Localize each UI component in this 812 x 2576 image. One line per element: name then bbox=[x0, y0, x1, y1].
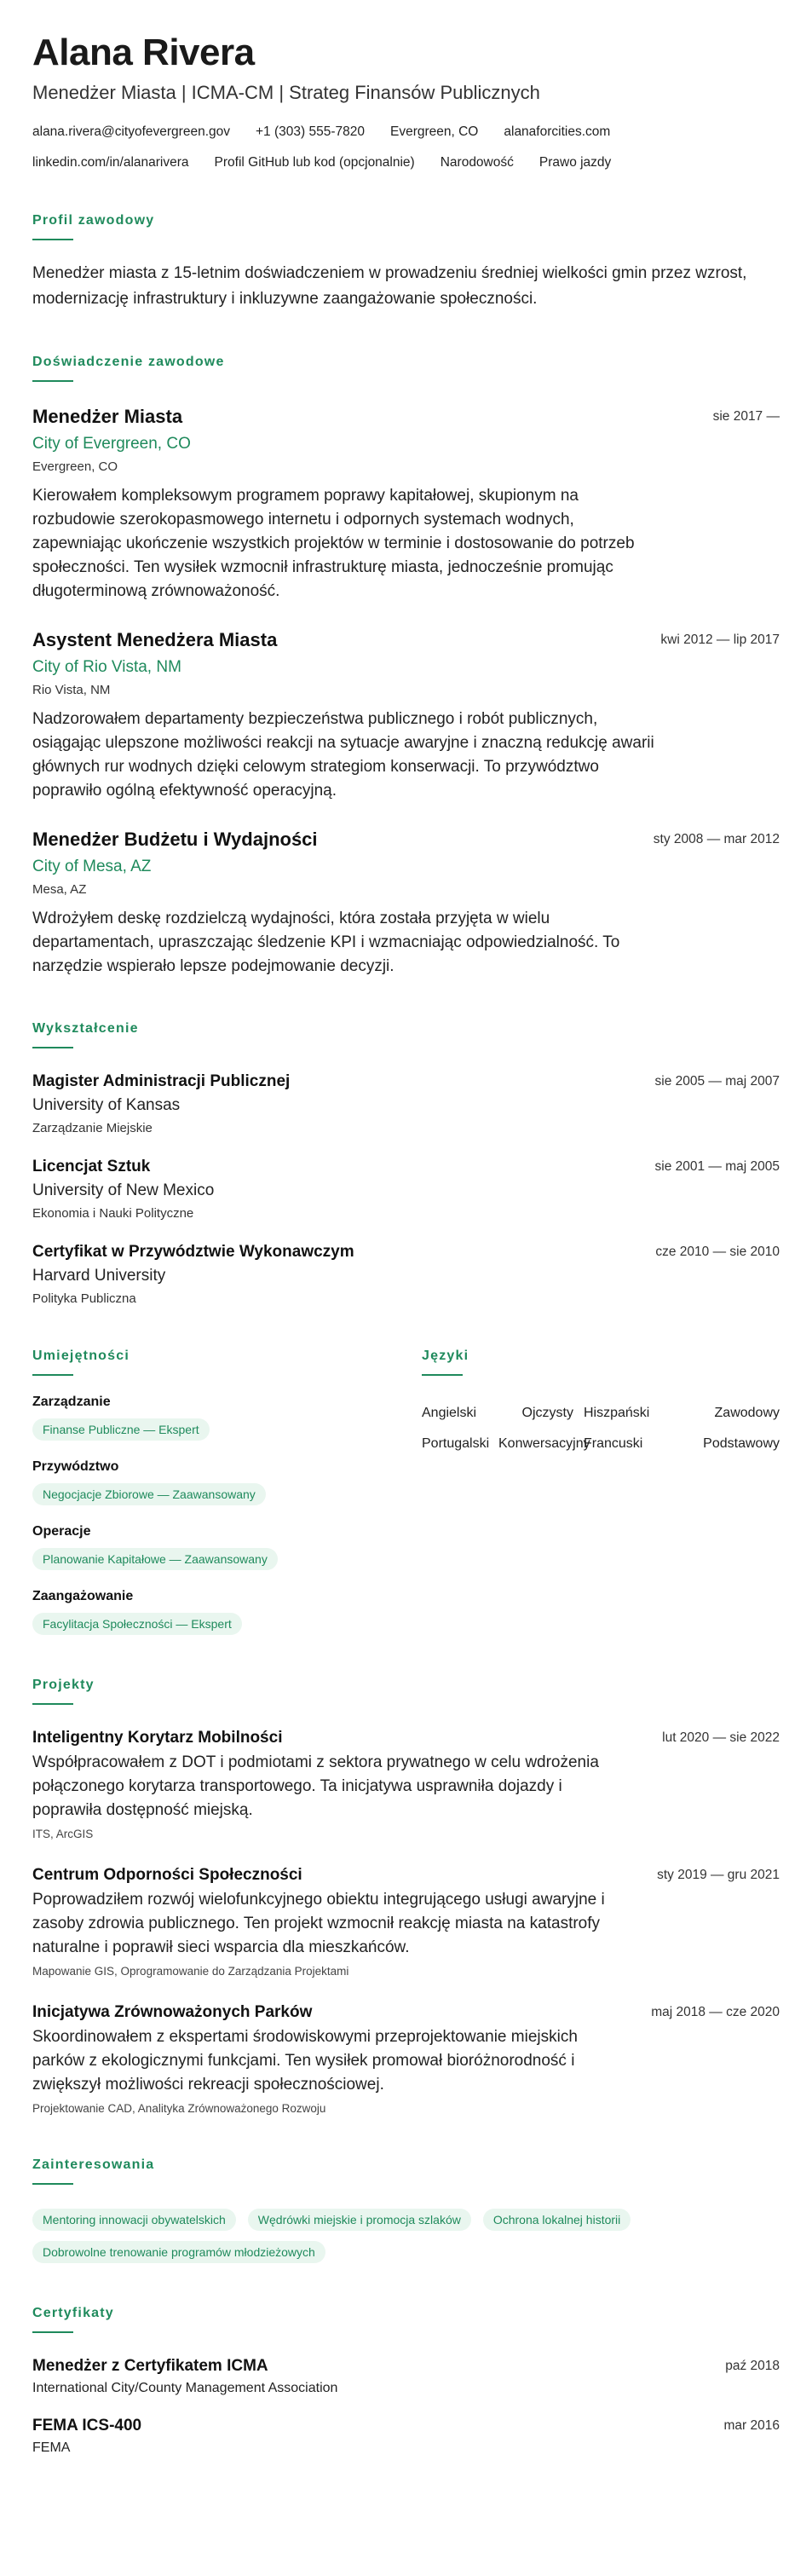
project-entry bbox=[32, 1729, 780, 1840]
interest-list bbox=[32, 2209, 765, 2263]
job-dates: sie 2017 — bbox=[712, 409, 780, 425]
section-title: Umiejętności bbox=[32, 1349, 130, 1364]
job-title: Menedżer Miasta bbox=[32, 406, 183, 428]
section-divider bbox=[422, 1374, 463, 1376]
contact-github[interactable]: Profil GitHub lub kod (opcjonalnie) bbox=[214, 155, 415, 170]
languages-table bbox=[422, 1398, 780, 1459]
skill-chip: Finanse Publiczne — Ekspert bbox=[32, 1418, 210, 1441]
job-title: Asystent Menedżera Miasta bbox=[32, 629, 278, 651]
certifications-section bbox=[32, 2306, 780, 2456]
project-name: Centrum Odporności Społeczności bbox=[32, 1866, 302, 1885]
experience-entry bbox=[32, 629, 780, 803]
language-name: Francuski bbox=[584, 1436, 643, 1452]
contact-website[interactable]: alanaforcities.com bbox=[504, 124, 611, 140]
education-entry bbox=[32, 1072, 780, 1135]
section-title: Zainteresowania bbox=[32, 2157, 155, 2173]
project-name: Inteligentny Korytarz Mobilności bbox=[32, 1729, 283, 1747]
section-divider bbox=[32, 2183, 73, 2185]
language-level: Konwersacyjny bbox=[498, 1436, 590, 1452]
contact-location: Evergreen, CO bbox=[389, 124, 479, 140]
interest-chip: Dobrowolne trenowanie programów młodzieżowych bbox=[32, 2241, 325, 2263]
education-dates: sie 2001 — maj 2005 bbox=[654, 1159, 780, 1175]
employer-name: City of Mesa, AZ bbox=[32, 858, 152, 876]
skill-category: Operacje bbox=[32, 1524, 91, 1539]
education-entry bbox=[32, 1158, 780, 1221]
project-entry bbox=[32, 2003, 780, 2115]
project-dates: maj 2018 — cze 2020 bbox=[651, 2005, 780, 2020]
job-dates: sty 2008 — mar 2012 bbox=[653, 832, 780, 847]
language-level: Podstawowy bbox=[703, 1436, 780, 1452]
language-level: Ojczysty bbox=[521, 1406, 573, 1421]
certification-name: FEMA ICS-400 bbox=[32, 2417, 142, 2435]
job-location: Mesa, AZ bbox=[32, 882, 87, 898]
skill-chip: Negocjacje Zbiorowe — Zaawansowany bbox=[32, 1483, 266, 1505]
interests-section bbox=[32, 2157, 780, 2263]
certification-entry bbox=[32, 2417, 780, 2456]
field-of-study: Zarządzanie Miejskie bbox=[32, 1121, 153, 1136]
resume-header bbox=[32, 32, 780, 170]
job-description: Kierowałem kompleksowym programem poprawy kapitałowej, skupionym na rozbudowie szerokopasmowego internetu i odpornych systemach wodnych, zapewniając ukończenie wszystkich projektów w terminie i dostosowanie do potrzeb społeczności. Ten wysiłek wzmocnił infrastrukturę miasta, jednocześnie promując długoterminową zrównoważoność. bbox=[32, 487, 635, 601]
certification-date: paź 2018 bbox=[725, 2359, 780, 2374]
language-level: Zawodowy bbox=[714, 1406, 780, 1421]
skill-group bbox=[32, 1459, 422, 1505]
language-row bbox=[422, 1429, 780, 1459]
field-of-study: Ekonomia i Nauki Polityczne bbox=[32, 1206, 194, 1222]
skills-languages-row bbox=[32, 1349, 780, 1635]
section-divider bbox=[32, 1047, 73, 1048]
interest-chip: Wędrówki miejskie i promocja szlaków bbox=[248, 2209, 471, 2231]
education-section bbox=[32, 1021, 780, 1306]
certification-date: mar 2016 bbox=[723, 2418, 780, 2434]
section-title: Projekty bbox=[32, 1678, 95, 1693]
project-description: Współpracowałem z DOT i podmiotami z sektora prywatnego w celu wdrożenia połączonego korytarza transportowego. Ta inicjatywa usprawniła dojazdy i poprawiła dostępność miejską. bbox=[32, 1753, 599, 1820]
profile-summary: Menedżer miasta z 15-letnim doświadczeniem w prowadzeniu średniej wielkości gmin przez wzrost, modernizację infrastruktury i inkluzywne zaangażowanie społeczności. bbox=[32, 264, 747, 309]
project-description: Poprowadziłem rozwój wielofunkcyjnego obiektu integrującego usługi awaryjne i zasoby zdrowia publicznego. Ten projekt wzmocnił reakcję miasta na katastrofy naturalne i poprawił sieci wsparcia dla mieszkańców. bbox=[32, 1891, 605, 1957]
contact-nationality: Narodowość bbox=[440, 155, 514, 170]
job-title: Menedżer Budżetu i Wydajności bbox=[32, 829, 318, 851]
skill-chip: Planowanie Kapitałowe — Zaawansowany bbox=[32, 1548, 278, 1570]
candidate-name: Alana Rivera bbox=[32, 32, 255, 73]
project-description: Skoordinowałem z ekspertami środowiskowymi przeprojektowanie miejskich parków z ekologicznymi funkcjami. Ten wysiłek promował bioróżnorodność i zwiększył możliwości rekreacji społecznościowej. bbox=[32, 2028, 578, 2094]
certification-issuer: International City/County Management Association bbox=[32, 2381, 338, 2396]
contact-phone[interactable]: +1 (303) 555-7820 bbox=[256, 124, 365, 140]
project-dates: lut 2020 — sie 2022 bbox=[662, 1730, 780, 1746]
field-of-study: Polityka Publiczna bbox=[32, 1291, 136, 1307]
employer-name: City of Rio Vista, NM bbox=[32, 658, 181, 677]
language-name: Angielski bbox=[422, 1406, 477, 1421]
education-entry bbox=[32, 1243, 780, 1306]
job-location: Evergreen, CO bbox=[32, 459, 118, 475]
section-divider bbox=[32, 380, 73, 382]
interest-chip: Mentoring innowacji obywatelskich bbox=[32, 2209, 236, 2231]
languages-section bbox=[422, 1349, 780, 1635]
experience-entry bbox=[32, 406, 780, 604]
skill-group bbox=[32, 1524, 422, 1570]
skills-section bbox=[32, 1349, 422, 1635]
job-dates: kwi 2012 — lip 2017 bbox=[660, 632, 780, 648]
skill-chip: Facylitacja Społeczności — Ekspert bbox=[32, 1613, 242, 1635]
experience-entry bbox=[32, 829, 780, 979]
education-dates: sie 2005 — maj 2007 bbox=[654, 1074, 780, 1089]
education-dates: cze 2010 — sie 2010 bbox=[655, 1245, 780, 1260]
certification-name: Menedżer z Certyfikatem ICMA bbox=[32, 2357, 268, 2376]
skill-category: Przywództwo bbox=[32, 1459, 119, 1475]
certification-entry bbox=[32, 2357, 780, 2396]
employer-name: City of Evergreen, CO bbox=[32, 435, 191, 453]
section-title: Profil zawodowy bbox=[32, 213, 155, 228]
degree-name: Certyfikat w Przywództwie Wykonawczym bbox=[32, 1243, 354, 1262]
contact-linkedin[interactable]: linkedin.com/in/alanarivera bbox=[32, 155, 189, 170]
projects-section bbox=[32, 1678, 780, 2115]
skill-group bbox=[32, 1589, 422, 1635]
contact-email[interactable]: alana.rivera@cityofevergreen.gov bbox=[32, 124, 230, 140]
interest-chip: Ochrona lokalnej historii bbox=[483, 2209, 631, 2231]
project-entry bbox=[32, 1866, 780, 1978]
section-title: Certyfikaty bbox=[32, 2306, 114, 2321]
project-dates: sty 2019 — gru 2021 bbox=[657, 1868, 780, 1883]
project-technologies: ITS, ArcGIS bbox=[32, 1828, 94, 1841]
section-divider bbox=[32, 1703, 73, 1705]
project-technologies: Projektowanie CAD, Analityka Zrównoważonego Rozwoju bbox=[32, 2102, 326, 2116]
candidate-headline: Menedżer Miasta | ICMA-CM | Strateg Finansów Publicznych bbox=[32, 82, 540, 104]
language-name: Portugalski bbox=[422, 1436, 490, 1452]
contact-driving-license: Prawo jazdy bbox=[538, 155, 612, 170]
section-title: Wykształcenie bbox=[32, 1021, 139, 1037]
section-title: Języki bbox=[422, 1349, 469, 1364]
school-name: University of New Mexico bbox=[32, 1181, 215, 1200]
section-divider bbox=[32, 1374, 73, 1376]
section-divider bbox=[32, 2331, 73, 2333]
project-technologies: Mapowanie GIS, Oprogramowanie do Zarządzania Projektami bbox=[32, 1965, 349, 1978]
degree-name: Licencjat Sztuk bbox=[32, 1158, 151, 1176]
skill-category: Zarządzanie bbox=[32, 1395, 111, 1410]
job-description: Wdrożyłem deskę rozdzielczą wydajności, która została przyjęta w wielu departamentach, upraszczając śledzenie KPI i wzmacniając odpowiedzialność. To narzędzie wspierało lepsze podejmowanie decyzji. bbox=[32, 910, 620, 976]
school-name: Harvard University bbox=[32, 1267, 166, 1285]
degree-name: Magister Administracji Publicznej bbox=[32, 1072, 291, 1091]
language-row bbox=[422, 1398, 780, 1429]
language-name: Hiszpański bbox=[584, 1406, 650, 1421]
contact-list bbox=[32, 124, 780, 170]
profile-section bbox=[32, 213, 780, 312]
certification-issuer: FEMA bbox=[32, 2440, 71, 2456]
section-divider bbox=[32, 239, 73, 240]
experience-section bbox=[32, 355, 780, 979]
skill-category: Zaangażowanie bbox=[32, 1589, 134, 1604]
job-description: Nadzorowałem departamenty bezpieczeństwa publicznego i robót publicznych, osiągając ulepszone możliwości reakcji na sytuacje awaryjne i znaczną redukcję awarii głównych rur wodnych dzięki celowym strategiom konserwacji. To przywództwo poprawiło ogólną efektywność operacyjną. bbox=[32, 710, 654, 800]
skill-group bbox=[32, 1395, 422, 1441]
section-title: Doświadczenie zawodowe bbox=[32, 355, 225, 370]
project-name: Inicjatywa Zrównoważonych Parków bbox=[32, 2003, 313, 2022]
school-name: University of Kansas bbox=[32, 1096, 181, 1115]
job-location: Rio Vista, NM bbox=[32, 683, 111, 698]
